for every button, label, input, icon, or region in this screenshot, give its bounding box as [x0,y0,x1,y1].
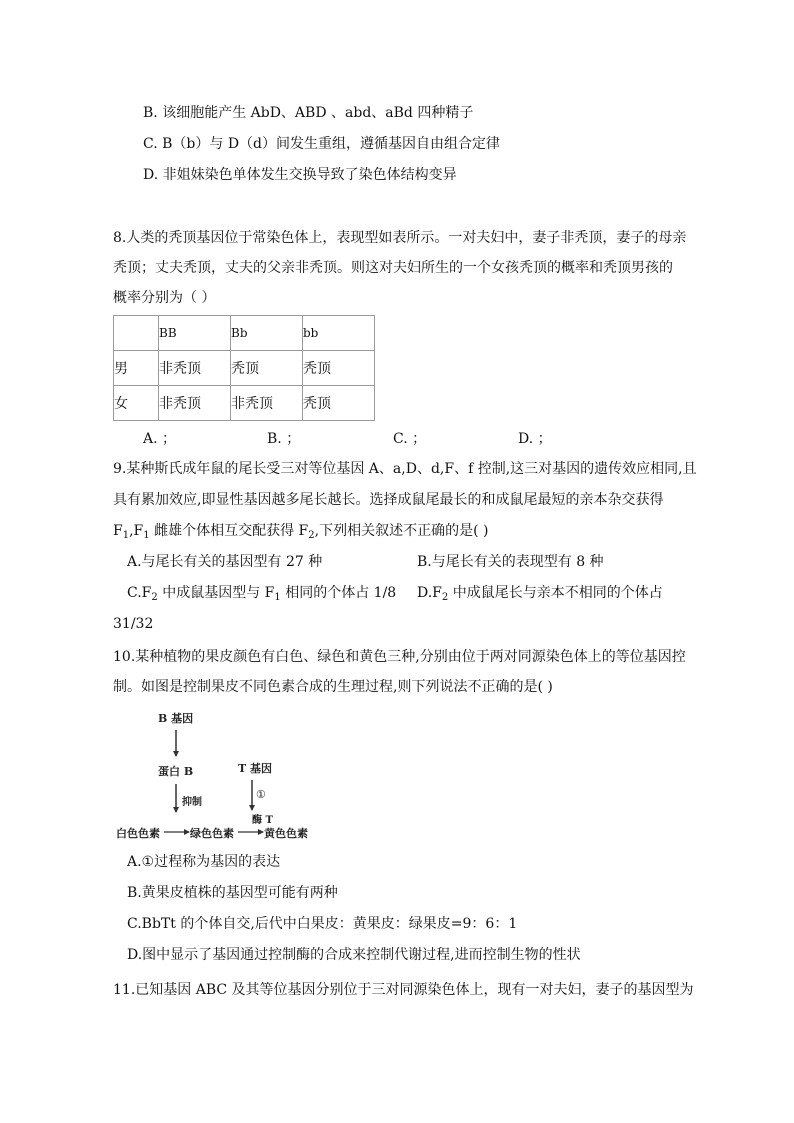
protein-b-label: 蛋白 B [158,765,194,778]
q8-stem-line-2: 秃顶；丈夫秃顶，丈夫的父亲非秃顶。则这对夫妇所生的一个女孩秃顶的概率和秃顶男孩的 [113,260,673,276]
q7-option-b: B. 该细胞能产生 AbD、ABD 、abd、aBd 四种精子 [143,105,474,121]
pigment-pathway-diagram [110,700,340,845]
q9-option-d-continued: 31/32 [113,616,154,632]
q9-stem-line-2: 具有累加效应,即显性基因越多尾长越长。选择成鼠尾最长的和成鼠尾最短的亲本杂交获得 [113,492,664,508]
q8-option-c: C. ； [393,431,427,447]
table-header-row [114,316,375,351]
q9-option-b: B.与尾长有关的表现型有 8 种 [417,554,604,570]
table-header-cell [114,316,159,351]
q8-option-a: A. ； [143,431,177,447]
q11-stem-line-1: 11.已知基因 ABC 及其等位基因分别位于三对同源染色体上，现有一对夫妇，妻子的基因型为 [113,982,694,998]
t-gene-label: T 基因 [238,762,273,775]
q10-option-a: A.①过程称为基因的表达 [127,854,281,870]
table-row [114,351,375,386]
table-row [114,386,375,421]
table-cell: 女 [114,386,159,421]
q8-option-b: B. ； [267,431,301,447]
q10-option-d: D.图中显示了基因通过控制酶的合成来控制代谢过程,进而控制生物的性状 [127,947,581,963]
q8-option-d: D. ； [518,431,552,447]
inhibit-label: 抑制 [182,797,202,808]
phenotype-table [113,315,375,421]
q10-stem-line-1: 10.某种植物的果皮颜色有白色、绿色和黄色三种,分别由位于两对同源染色体上的等位基因控 [113,649,686,665]
table-cell: 秃顶 [231,351,303,386]
q10-stem-line-2: 制。如图是控制果皮不同色素合成的生理过程,则下列说法不正确的是( ) [113,679,553,695]
enzyme-t-label: 酶 T [252,815,273,826]
q7-option-d: D. 非姐妹染色单体发生交换导致了染色体结构变异 [143,167,457,183]
q8-stem-line-1: 8.人类的秃顶基因位于常染色体上，表现型如表所示。一对夫妇中，妻子非秃顶，妻子的母亲 [113,230,687,246]
q10-option-c: C.BbTt 的个体自交,后代中白果皮：黄果皮：绿果皮=9：6：1 [127,916,518,932]
table-header-cell: Bb [231,316,303,351]
q9-option-d: $D.F_2$ 中成鼠尾长与亲本不相同的个体占 [417,585,663,603]
b-gene-label: B 基因 [158,712,194,725]
table-cell: 非秃顶 [159,351,231,386]
q9-option-a: A.与尾长有关的基因型有 27 种 [127,554,323,570]
process-one-marker: ① [256,788,266,801]
q10-option-b: B.黄果皮植株的基因型可能有两种 [127,885,338,901]
white-pigment-label: 白色色素 [116,827,160,840]
table-header-cell: BB [159,316,231,351]
table-cell: 男 [114,351,159,386]
table-cell: 非秃顶 [159,386,231,421]
q9-stem-line-3: $F_1,F_1$ 雌雄个体相互交配获得 $F_2$,下列相关叙述不正确的是( ) [113,523,489,541]
table-cell: 秃顶 [303,386,375,421]
q9-stem-line-1: 9.某种斯氏成年鼠的尾长受三对等位基因 A、a,D、d,F、f 控制,这三对基因的遗传效应相同,且 [113,461,697,477]
q7-option-c: C. B（b）与 D（d）间发生重组，遵循基因自由组合定律 [143,136,500,152]
green-pigment-label: 绿色色素 [190,827,234,840]
table-cell: 秃顶 [303,351,375,386]
table-cell: 非秃顶 [231,386,303,421]
q9-option-c: $C.F_2$ 中成鼠基因型与 $F_1$ 相同的个体占 1/8 [127,585,397,603]
yellow-pigment-label: 黄色色素 [264,827,308,840]
table-header-cell: bb [303,316,375,351]
q8-stem-line-3: 概率分别为（ ） [113,290,216,306]
